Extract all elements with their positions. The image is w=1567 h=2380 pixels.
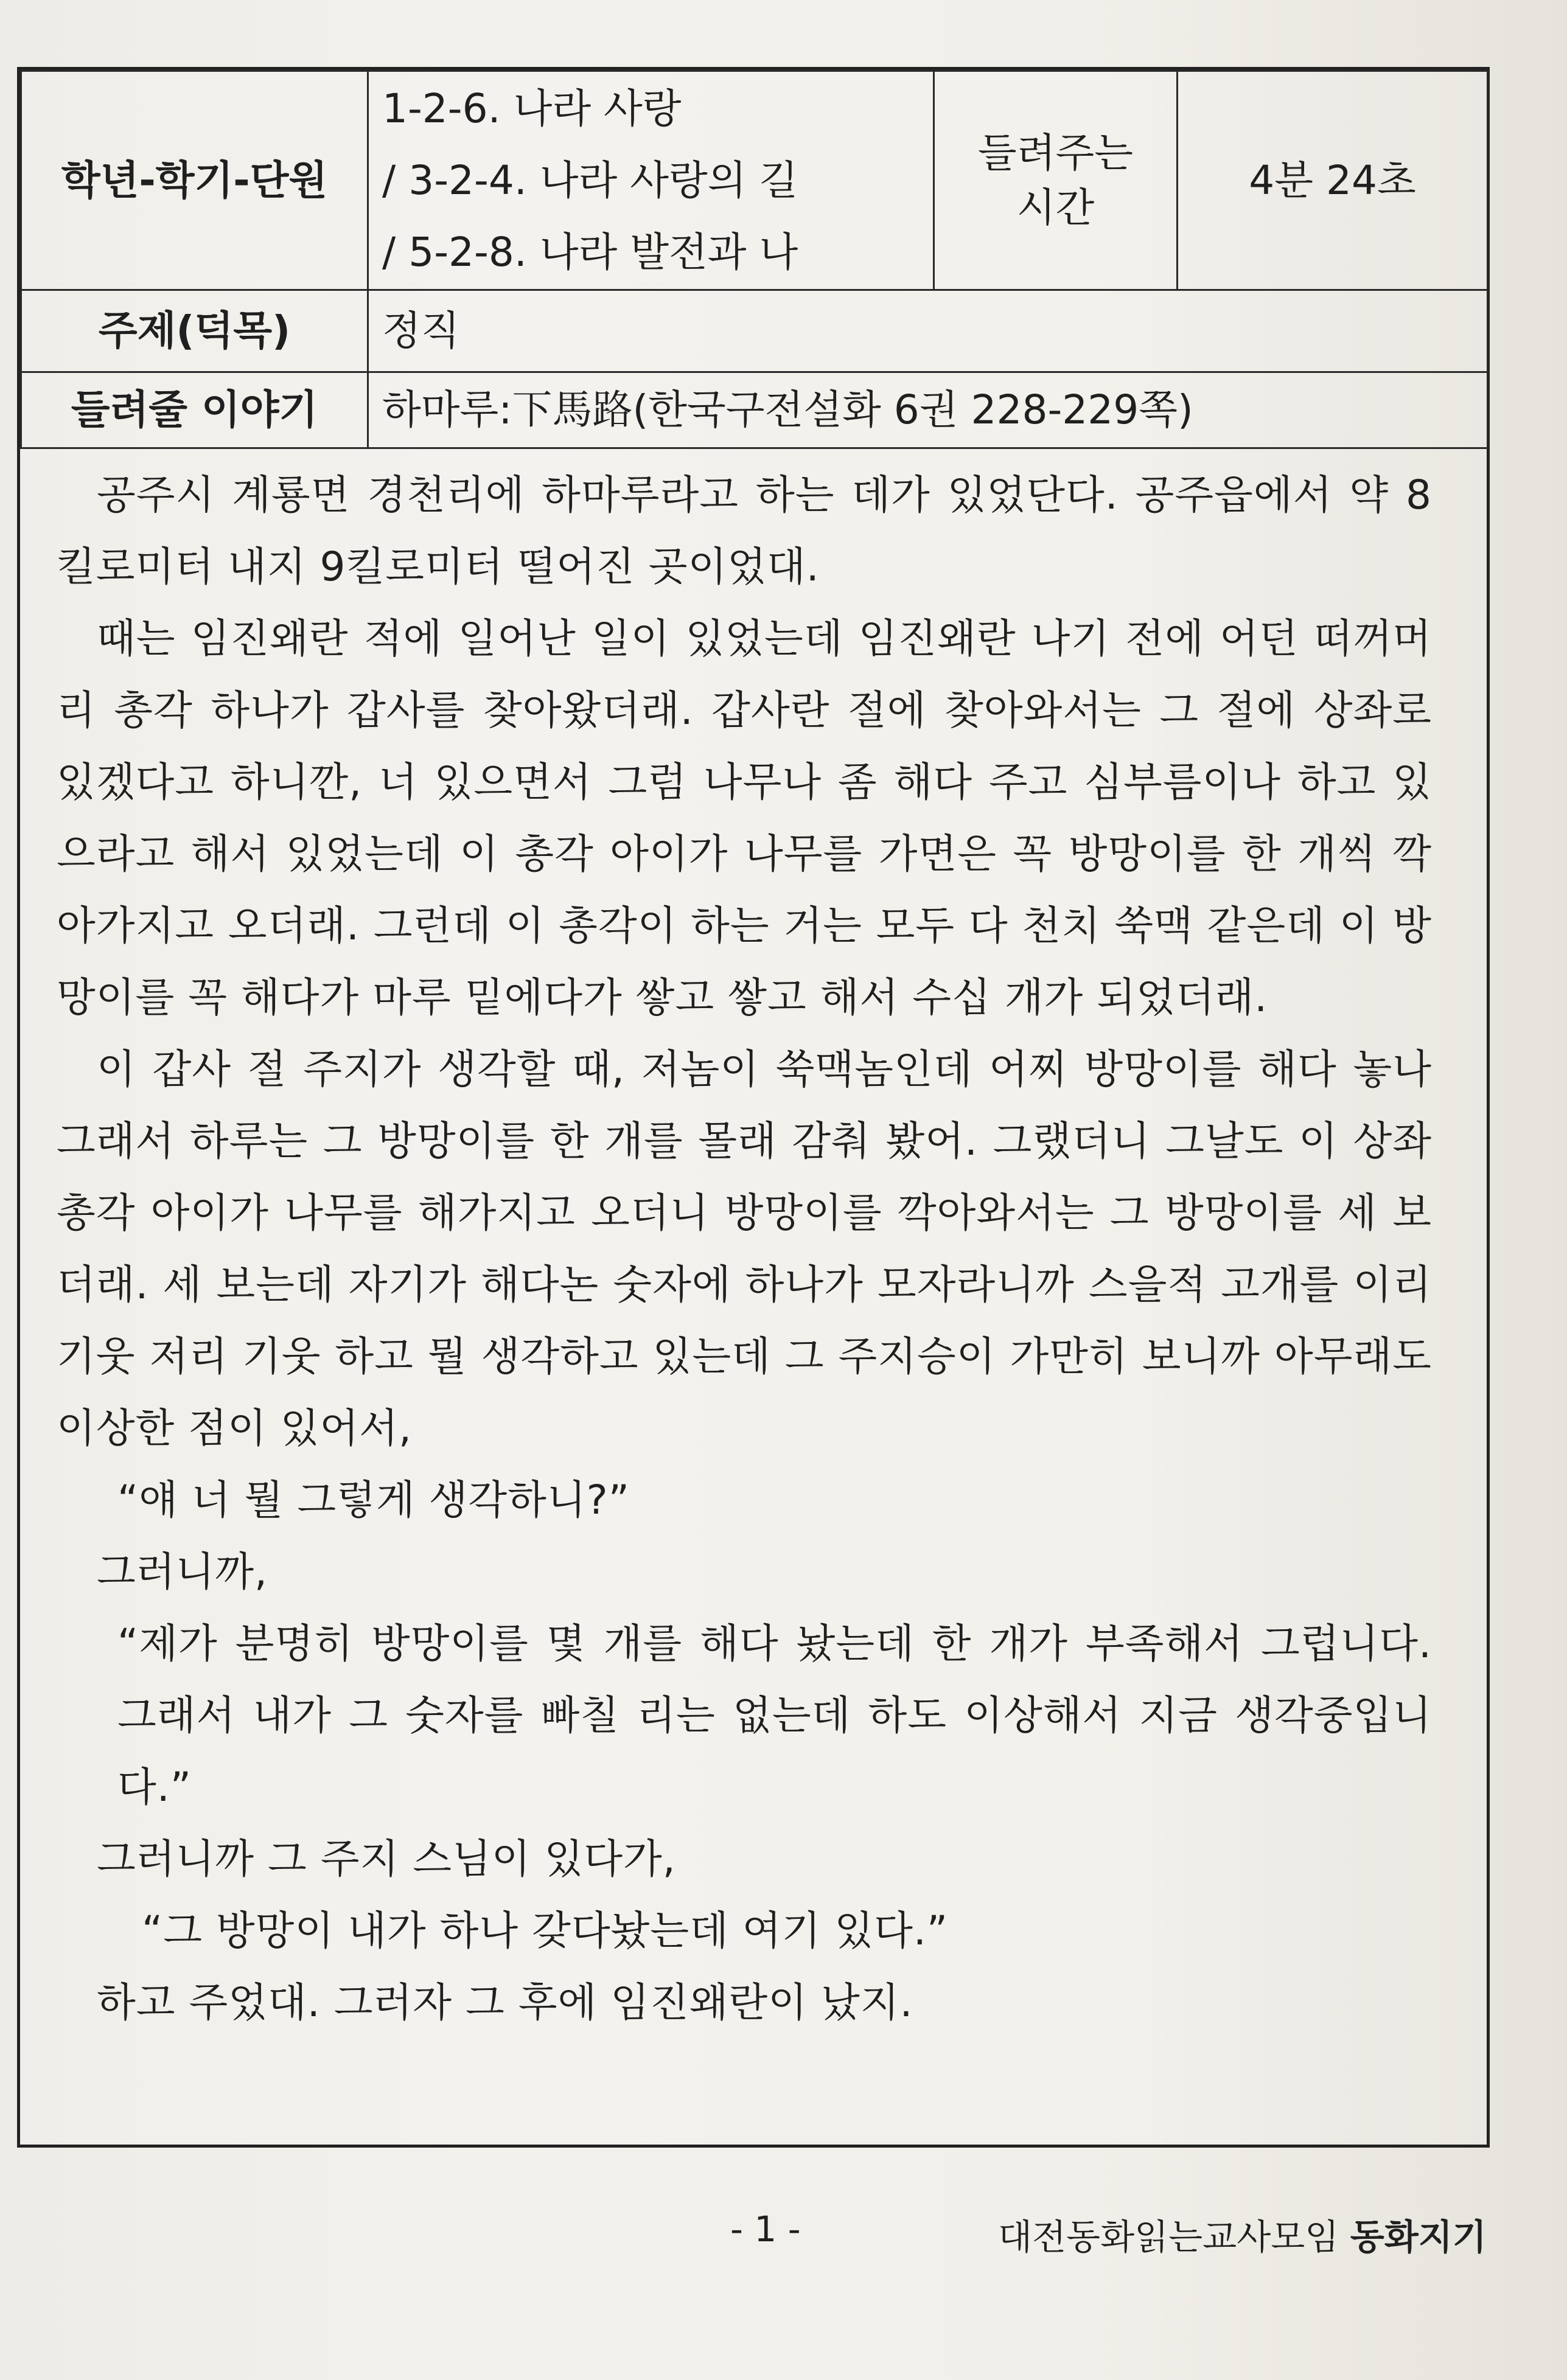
series-name: 동화지기 <box>1350 2216 1487 2258</box>
header-table <box>20 70 1488 449</box>
organization-name: 대전동화읽는교사모임 <box>998 2216 1350 2258</box>
dialogue-quote: “그 방망이 내가 하나 갖다놨는데 여기 있다.” <box>142 1907 949 1954</box>
unit-item: 1-2-6. 나라 사랑 <box>382 85 682 132</box>
narration-line: 그러니까 그 주지 스님이 있다가, <box>97 1835 676 1882</box>
time-label-line1: 들려주는 <box>977 130 1134 177</box>
story-worksheet <box>17 67 1490 2148</box>
narration-line: 그러니까, <box>97 1548 268 1595</box>
time-label-line2: 시간 <box>1016 184 1095 231</box>
theme-value: 정직 <box>368 290 1488 372</box>
story-value: 하마루:下馬路(한국구전설화 6권 228-229쪽) <box>368 372 1488 448</box>
unit-item: / 5-2-8. 나라 발전과 나 <box>382 228 798 276</box>
theme-label: 주제(덕목) <box>21 290 368 372</box>
story-paragraph: 때는 임진왜란 적에 일어난 일이 있었는데 임진왜란 나기 전에 어던 떠꺼머리 총각 하나가 갑사를 찾아왔더래. 갑사란 절에 찾아와서는 그 절에 상좌로 있겠다고 하니깐, 너 있으면서 그럼 나무나 좀 해다 주고 심부름이나 하고 있으라고 해서 있었는데 이 총각 아이가 나무를 가면은 꼭 방망이를 한 개씩 깍아가지고 오더래. 그런데 이 총각이 하는 거는 모두 다 천치 쑥맥 같은데 이 방망이를 꼭 해다가 마루 밑에다가 쌓고 쌓고 해서 수십 개가 되었더래. <box>57 615 1432 1021</box>
dialogue-quote: “제가 분명히 방망이를 몇 개를 해다 놨는데 한 개가 부족해서 그럽니다. 그래서 내가 그 숫자를 빠칠 리는 없는데 하도 이상해서 지금 생각중입니다.” <box>117 1620 1432 1811</box>
unit-list <box>368 71 934 290</box>
story-body <box>57 459 1432 2039</box>
grade-unit-label: 학년-학기-단원 <box>21 71 368 290</box>
story-label: 들려줄 이야기 <box>21 372 368 448</box>
story-paragraph: 공주시 계룡면 경천리에 하마루라고 하는 데가 있었단다. 공주읍에서 약 8킬로미터 내지 9킬로미터 떨어진 곳이었대. <box>57 471 1432 590</box>
dialogue-quote: “얘 너 뭘 그렇게 생각하니?” <box>117 1477 630 1523</box>
time-label <box>934 71 1178 290</box>
page-number: - 1 - <box>730 2208 801 2250</box>
time-value: 4분 24초 <box>1178 71 1488 290</box>
narration-line: 하고 주었대. 그러자 그 후에 임진왜란이 났지. <box>97 1979 913 2026</box>
footer-organization <box>998 2208 1487 2260</box>
page-footer <box>0 2208 1567 2263</box>
unit-item: / 3-2-4. 나라 사랑의 길 <box>382 156 798 204</box>
story-paragraph: 이 갑사 절 주지가 생각할 때, 저놈이 쑥맥놈인데 어찌 방망이를 해다 놓나그래서 하루는 그 방망이를 한 개를 몰래 감춰 봤어. 그랬더니 그날도 이 상좌 총각 아이가 나무를 해가지고 오더니 방망이를 깍아와서는 그 방망이를 세 보더래. 세 보는데 자기가 해다논 숫자에 하나가 모자라니까 스을적 고개를 이리 기웃 저리 기웃 하고 뭘 생각하고 있는데 그 주지승이 가만히 보니까 아무래도 이상한 점이 있어서, <box>57 1046 1432 1452</box>
